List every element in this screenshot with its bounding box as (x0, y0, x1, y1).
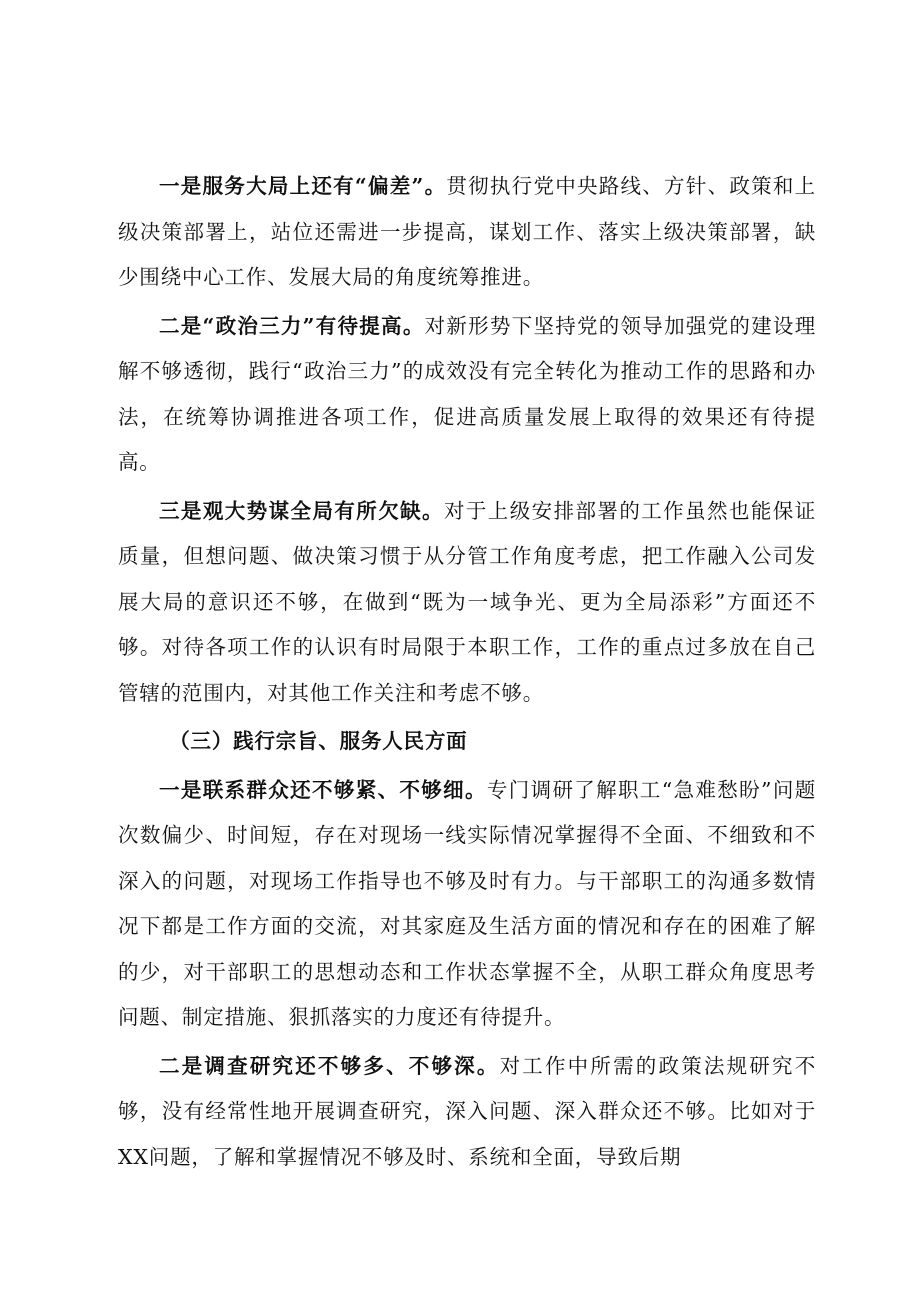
paragraph-political-abilities (118, 304, 816, 486)
paragraph-lead: 一是服务大局上还有“偏差”。 (159, 174, 447, 198)
document-body (118, 164, 816, 1183)
paragraph-lead: 三是观大势谋全局有所欠缺。 (159, 498, 444, 523)
section-heading: （三）践行宗旨、服务人民方面 (169, 729, 468, 753)
paragraph-text: 对新形势下坚持党的领导加强党的建设理解不够透彻，践行“政治三力”的成效没有完全转化为推动工作的思路和办法，在统筹协调推进各项工作，促进高质量发展上取得的效果还有待提高。 (118, 313, 817, 474)
paragraph-lead: 二是调查研究还不够多、不够深。 (159, 1053, 500, 1078)
paragraph-contact-masses (118, 768, 816, 1041)
paragraph-text: 对工作中所需的政策法规研究不够，没有经常性地开展调查研究，深入问题、深入群众还不够。比如对于XX问题，了解和掌握情况不够及时、系统和全面，导致后期 (118, 1053, 817, 1169)
paragraph-text: 对于上级安排部署的工作虽然也能保证质量，但想问题、做决策习惯于从分管工作角度考虑，把工作融入公司发展大局的意识还不够，在做到“既为一域争光、更为全局添彩”方面还不够。对待各项工作的认识有时局限于本职工作，工作的重点过多放在自己管辖的范围内，对其他工作关注和考虑不够。 (118, 498, 816, 705)
paragraph-lead: 一是联系群众还不够紧、不够细。 (159, 777, 487, 802)
paragraph-investigation-research (118, 1044, 816, 1181)
paragraph-lead: 二是“政治三力”有待提高。 (159, 313, 425, 338)
paragraph-text: 贯彻执行党中央路线、方针、政策和上级决策部署上，站位还需进一步提高，谋划工作、落实上级决策部署，缺少围绕中心工作、发展大局的角度统筹推进。 (118, 174, 816, 289)
paragraph-text: 专门调研了解职工“急难愁盼”问题次数偏少、时间短，存在对现场一线实际情况掌握得不全面、不细致和不深入的问题，对现场工作指导也不够及时有力。与干部职工的沟通多数情况下都是工作方面的交流，对其家庭及生活方面的情况和存在的困难了解的少，对干部职工的思想动态和工作状态掌握不全，从职工群众角度思考问题、制定措施、狠抓落实的力度还有待提升。 (118, 777, 817, 1029)
paragraph-big-picture (118, 489, 816, 717)
paragraph-service-overall (118, 164, 816, 301)
